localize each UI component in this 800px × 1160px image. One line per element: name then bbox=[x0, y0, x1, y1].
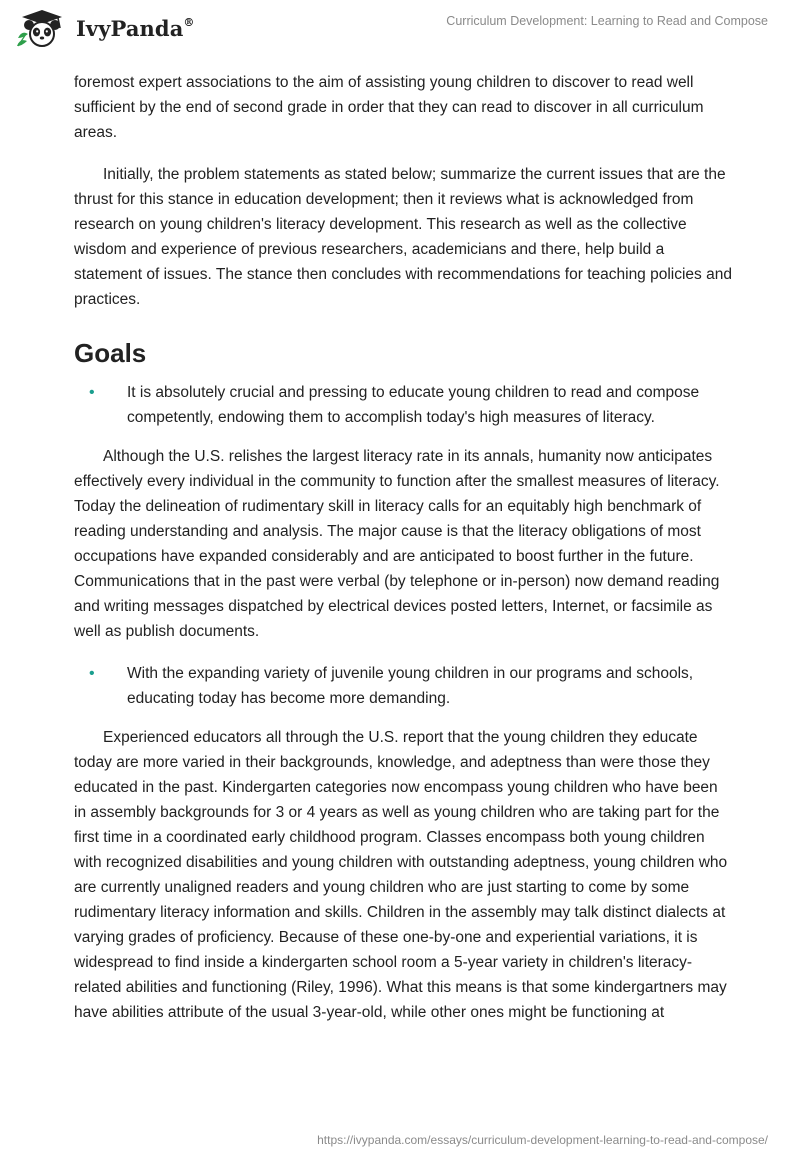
goals-heading: Goals bbox=[74, 338, 147, 368]
ivypanda-logo[interactable] bbox=[14, 8, 195, 48]
list-item bbox=[74, 661, 734, 711]
paragraph-continued: foremost expert associations to the aim of assisting young children to discover to read well sufficient by the end of second grade in order that they can read to discover in all curriculum areas. bbox=[74, 74, 704, 141]
registered-mark: ® bbox=[183, 15, 195, 29]
panda-graduate-icon bbox=[14, 8, 70, 48]
paragraph-literacy: Although the U.S. relishes the largest literacy rate in its annals, humanity now anticipates effectively every individual in the community to function after the smallest measures of literacy. Today the delineation of rudimentary skill in literacy calls for an equitably high benchmark of reading understanding and analysis. The major cause is that the literacy obligations of most occupations have expanded considerably and are anticipated to boost further in the future. Communications that in the past were verbal (by telephone or in-person) now demand reading and writing messages dispatched by electrical devices posted letters, Internet, or facsimile as well as publish documents. bbox=[74, 448, 720, 640]
source-url-link[interactable]: https://ivypanda.com/essays/curriculum-development-learning-to-read-and-compose/ bbox=[317, 1133, 768, 1147]
paragraph-intro: Initially, the problem statements as stated below; summarize the current issues that are the thrust for this stance in education development; then it reviews what is acknowledged from research on young children's literacy development. This research as well as the collective wisdom and experience of previous researchers, academicians and there, help build a statement of issues. The stance then concludes with recommendations for teaching policies and practices. bbox=[74, 166, 732, 308]
brand-name-text: IvyPanda bbox=[76, 15, 184, 41]
bullet-text: It is absolutely crucial and pressing to educate young children to read and compose competently, endowing them to accomplish today's high measures of literacy. bbox=[127, 384, 700, 426]
bullet-dot-icon: • bbox=[89, 665, 95, 682]
goals-list-1 bbox=[74, 380, 734, 430]
page-header bbox=[0, 0, 800, 64]
list-item bbox=[74, 380, 734, 430]
goals-list-2 bbox=[74, 661, 734, 711]
bullet-dot-icon: • bbox=[89, 384, 95, 401]
brand-name bbox=[76, 16, 195, 41]
document-title: Curriculum Development: Learning to Read and Compose bbox=[446, 14, 768, 28]
bullet-text: With the expanding variety of juvenile young children in our programs and schools, educating today has become more demanding. bbox=[127, 665, 694, 707]
paragraph-educators: Experienced educators all through the U.S. report that the young children they educate today are more varied in their backgrounds, knowledge, and adeptness than were those they educated in the past. Kindergarten categories now encompass young children who have been in assembly backgrounds for 3 or 4 years as well as young children who are taking part for the first time in a coordinated early childhood program. Classes encompass both young children with recognized disabilities and young children with outstanding adeptness, young children who are currently unaligned readers and young children who are just starting to come by some rudimentary literacy information and skills. Children in the assembly may talk distinct dialects at varying grades of proficiency. Because of these one-by-one and experiential variations, it is widespread to find inside a kindergarten school room a 5-year variety in children's literacy-related abilities and functioning (Riley, 1996). What this means is that some kindergartners may have abilities attribute of the usual 3-year-old, while other ones might be functioning at bbox=[74, 729, 728, 1021]
article-body bbox=[74, 70, 734, 1042]
